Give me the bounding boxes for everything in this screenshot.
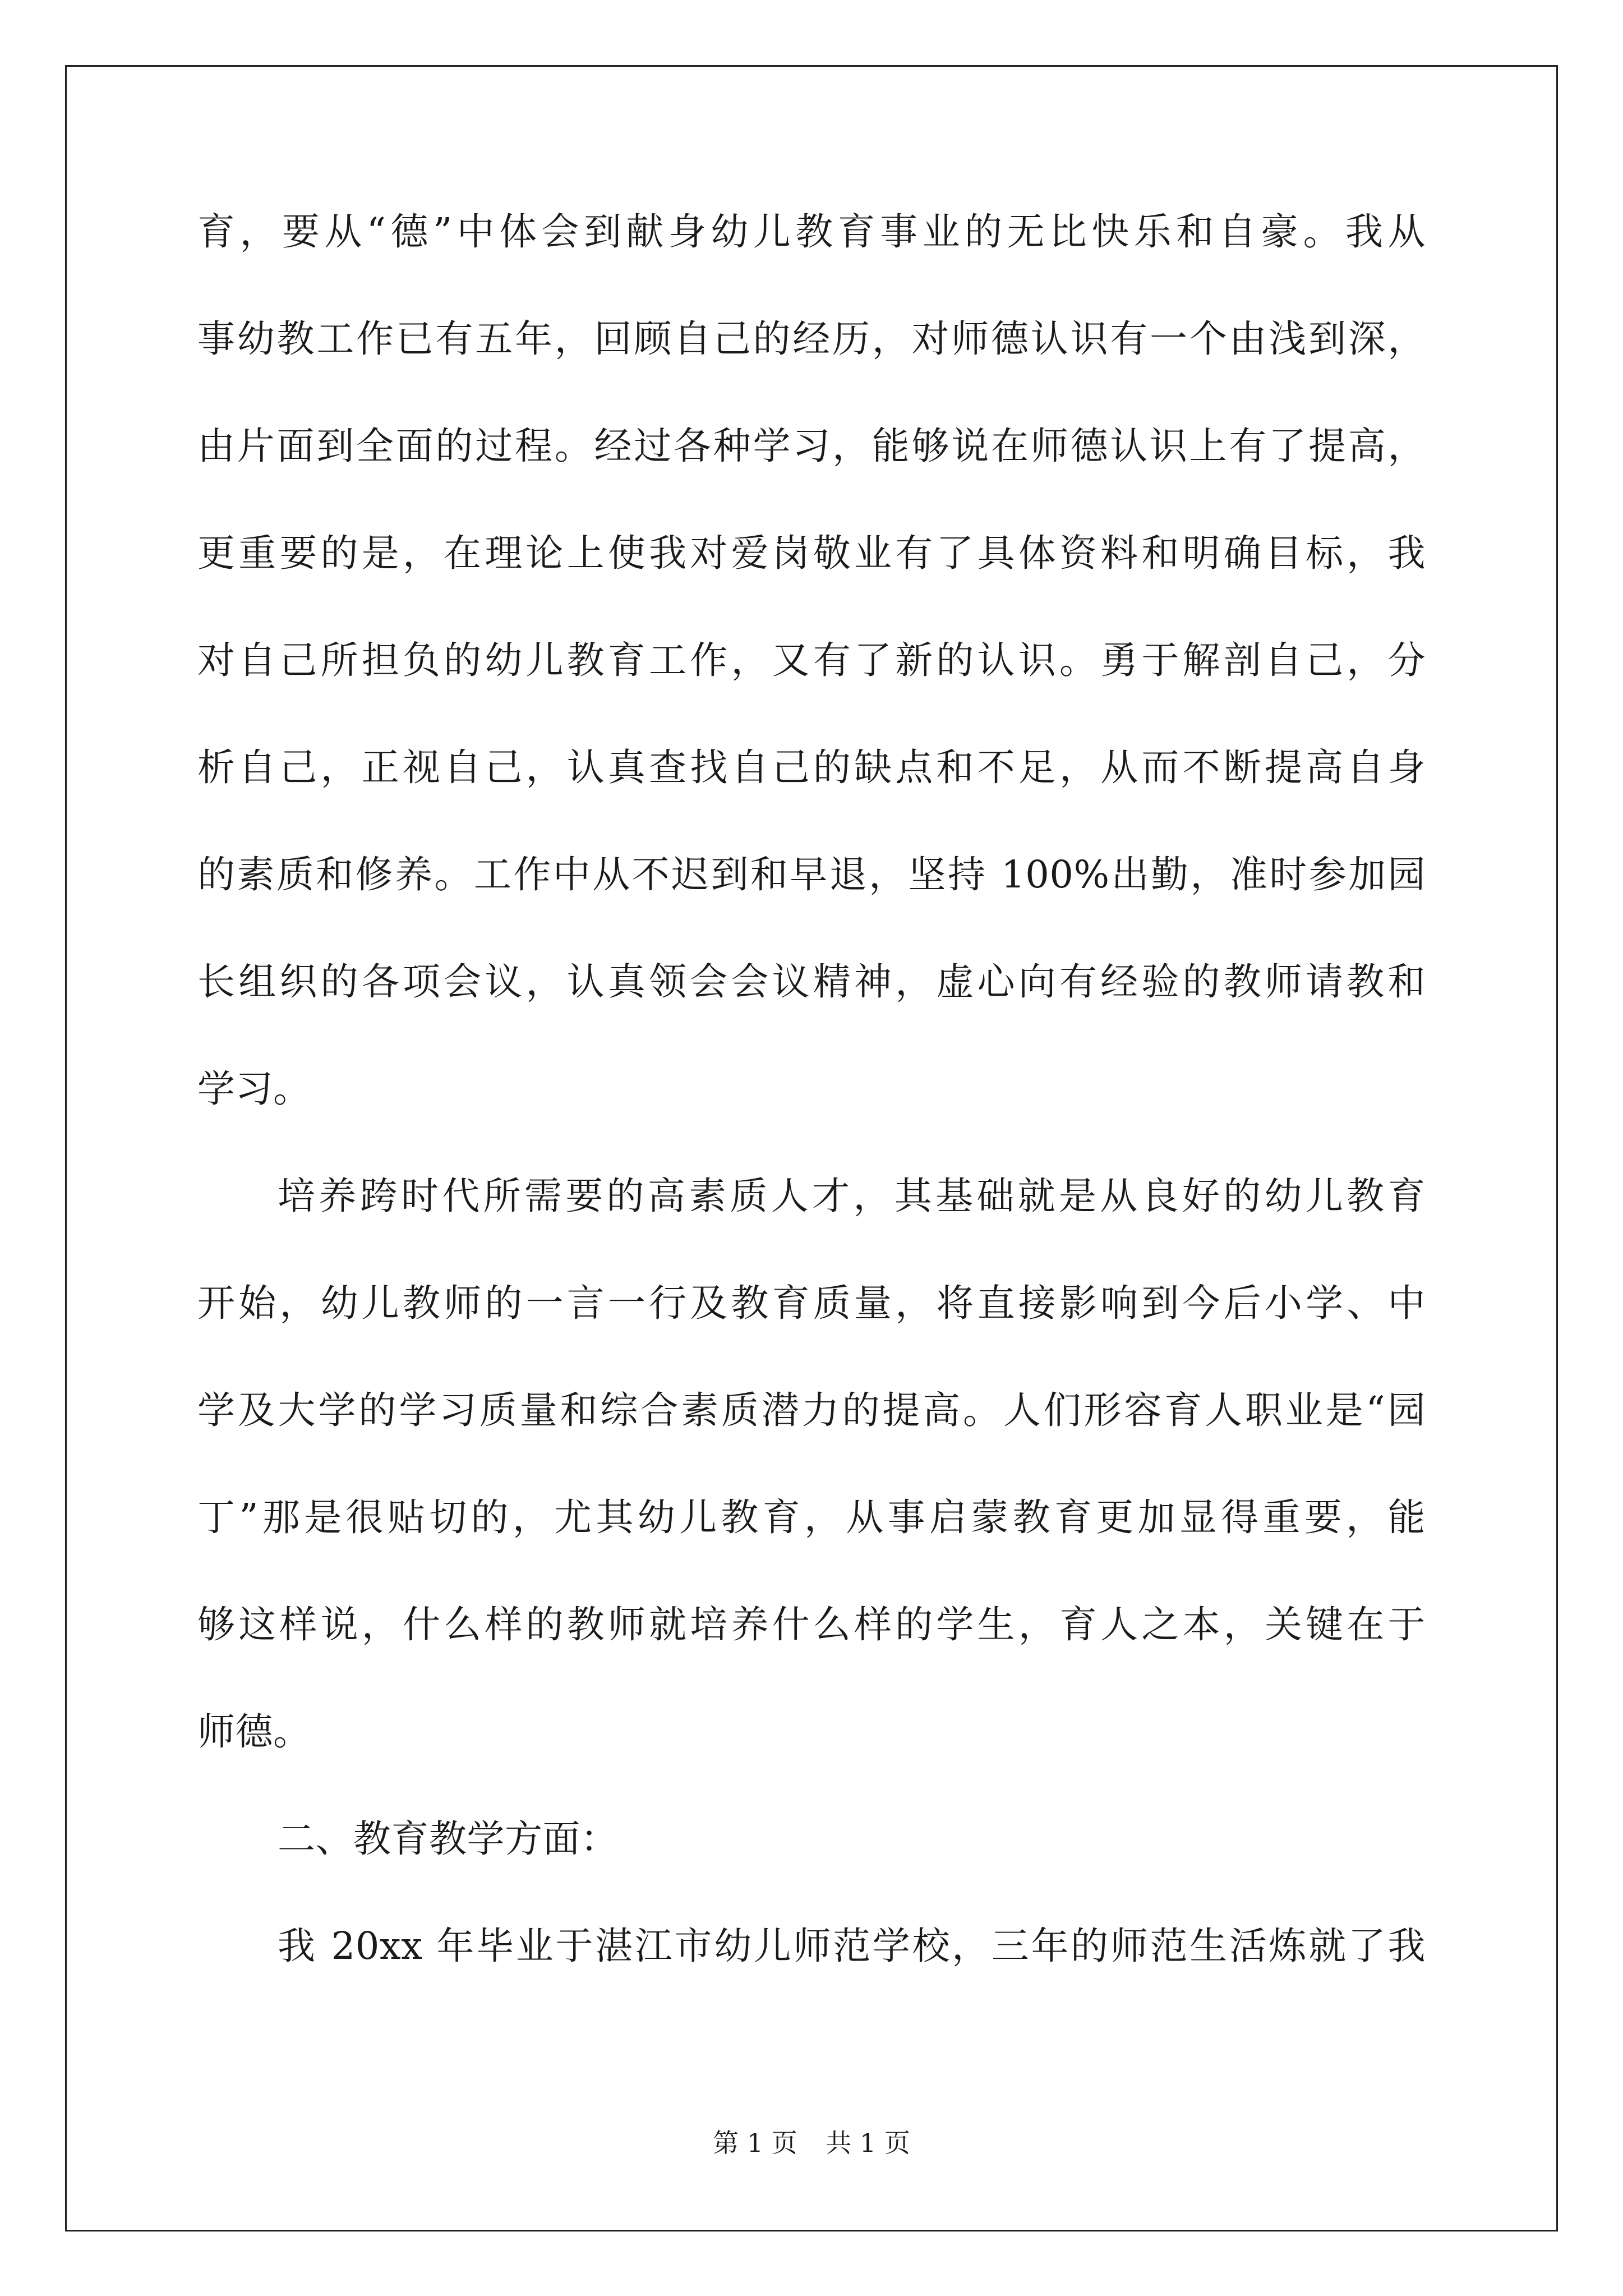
page-total: 共 1 页 (826, 2128, 910, 2158)
paragraph-line: 长组织的各项会议，认真领会会议精神，虚心向有经验的教师请教和 (197, 960, 1426, 1004)
document-body (197, 210, 1426, 2035)
paragraph-line: 丁”那是很贴切的，尤其幼儿教育，从事启蒙教育更加显得重要，能 (197, 1496, 1426, 1539)
paragraph-line: 师德。 (197, 1710, 311, 1754)
paragraph-line: 培养跨时代所需要的高素质人才，其基础就是从良好的幼儿教育 (278, 1174, 1426, 1218)
paragraph-line: 学及大学的学习质量和综合素质潜力的提高。人们形容育人职业是“园 (197, 1388, 1426, 1432)
page-footer (0, 2130, 1623, 2156)
paragraph-line: 够这样说，什么样的教师就培养什么样的学生，育人之本，关键在于 (197, 1603, 1426, 1646)
paragraph-line: 的素质和修养。工作中从不迟到和早退，坚持 100%出勤，准时参加园 (197, 853, 1426, 896)
paragraph-line: 我 20xx 年毕业于湛江市幼儿师范学校，三年的师范生活炼就了我 (278, 1924, 1426, 1968)
paragraph-line: 开始，幼儿教师的一言一行及教育质量，将直接影响到今后小学、中 (197, 1281, 1426, 1325)
paragraph-line: 对自己所担负的幼儿教育工作，又有了新的认识。勇于解剖自己，分 (197, 638, 1426, 682)
paragraph-line: 析自己，正视自己，认真查找自己的缺点和不足，从而不断提高自身 (197, 746, 1426, 789)
paragraph-line: 由片面到全面的过程。经过各种学习，能够说在师德认识上有了提高， (197, 424, 1426, 468)
page-number: 第 1 页 (713, 2128, 797, 2158)
paragraph-line: 更重要的是，在理论上使我对爱岗敬业有了具体资料和明确目标，我 (197, 531, 1426, 575)
paragraph-line: 育，要从“德”中体会到献身幼儿教育事业的无比快乐和自豪。我从 (197, 210, 1426, 254)
paragraph-line: 事幼教工作已有五年，回顾自己的经历，对师德认识有一个由浅到深， (197, 317, 1426, 361)
paragraph-line: 学习。 (197, 1067, 311, 1111)
section-heading: 二、教育教学方面： (278, 1817, 619, 1861)
